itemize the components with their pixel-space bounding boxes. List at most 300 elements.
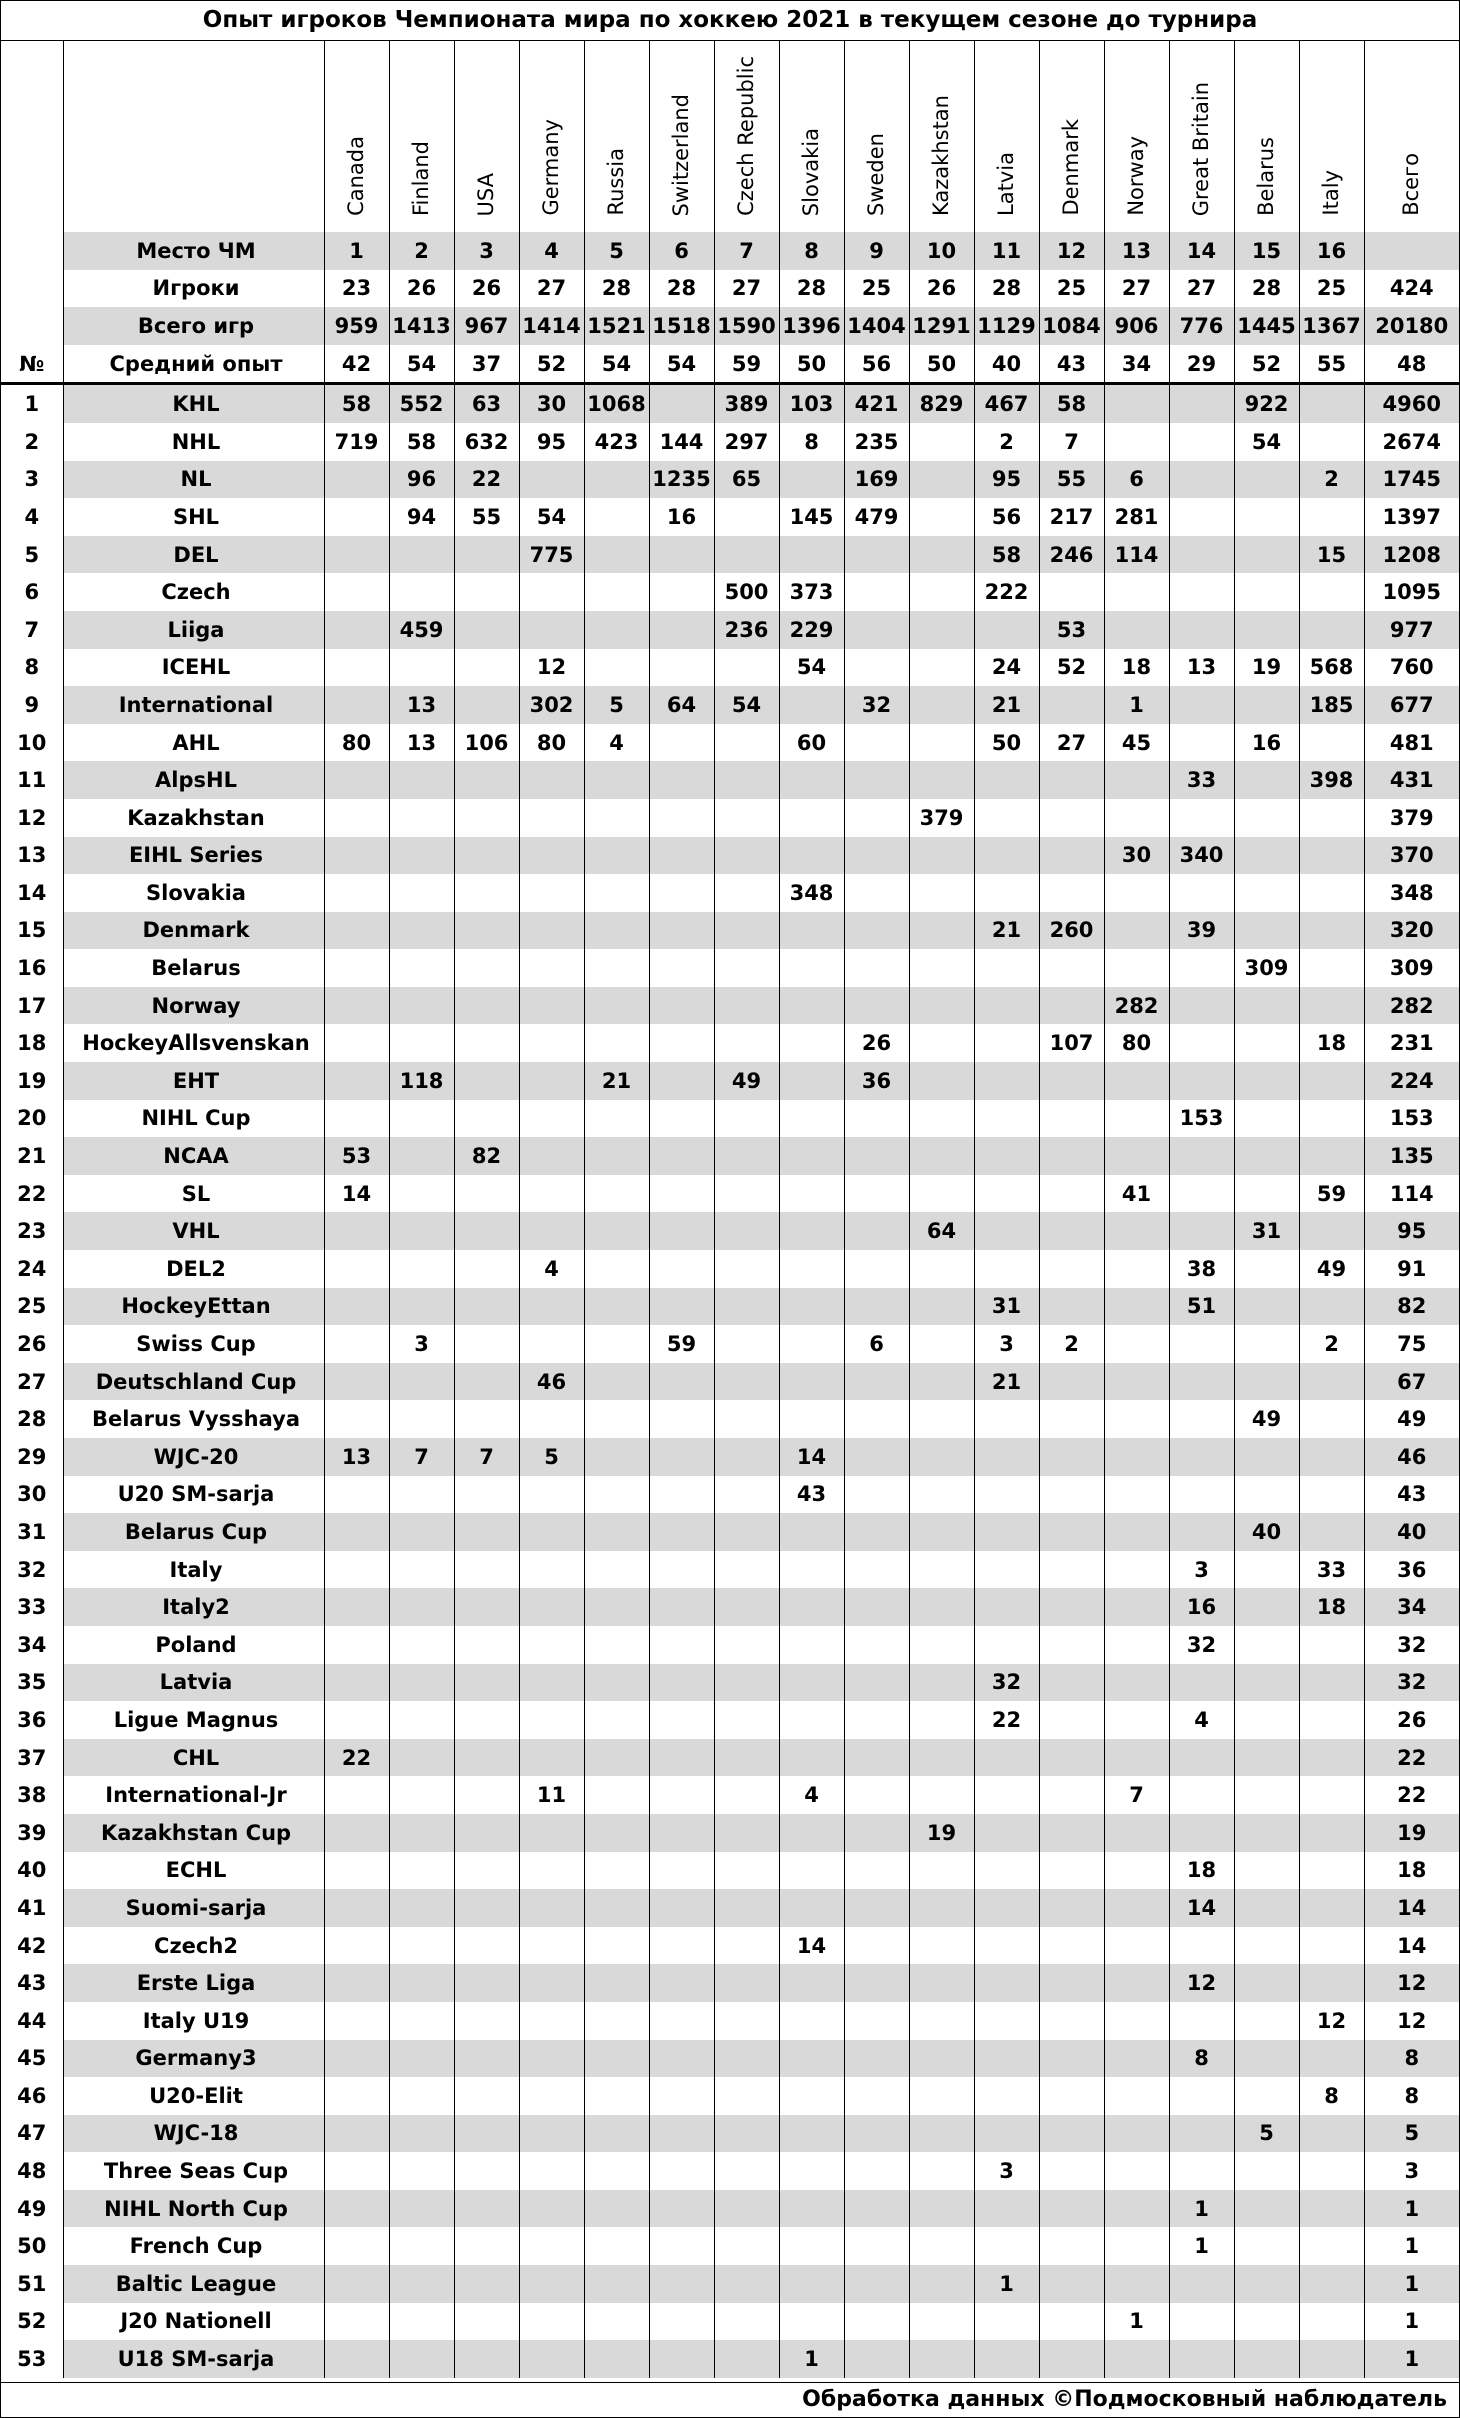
games-cell: 1235 [649, 461, 714, 499]
games-cell [649, 1551, 714, 1589]
league-name: Germany3 [63, 2040, 324, 2078]
games-cell: 7 [1039, 423, 1104, 461]
games-cell [714, 799, 779, 837]
games-cell [1039, 1701, 1104, 1739]
games-cell [389, 1814, 454, 1852]
games-cell [1104, 2040, 1169, 2078]
row-number: 8 [24, 655, 40, 680]
games-cell [844, 799, 909, 837]
games-cell [1039, 2227, 1104, 2265]
games-cell: 18 [1104, 649, 1169, 687]
games-cell: 32 [1397, 1632, 1427, 1657]
games-cell [324, 536, 389, 574]
summary-cell: 23 [324, 270, 389, 308]
summary-cell: 54 [389, 345, 454, 384]
games-cell [389, 1024, 454, 1062]
summary-cell: 26 [909, 270, 974, 308]
games-cell [1169, 1776, 1234, 1814]
row-number: 47 [1, 2115, 63, 2153]
games-cell [1039, 987, 1104, 1025]
games-cell [1039, 1100, 1104, 1138]
games-cell [649, 1664, 714, 1702]
games-cell [454, 2152, 519, 2190]
games-cell: 59 [1299, 1175, 1364, 1213]
games-cell [454, 2303, 519, 2341]
games-cell [714, 1438, 779, 1476]
games-cell [519, 1588, 584, 1626]
games-cell [584, 799, 649, 837]
column-header [519, 41, 584, 232]
row-number: 52 [17, 2309, 47, 2334]
row-number: 32 [17, 1557, 47, 1582]
games-cell [844, 761, 909, 799]
games-cell [519, 912, 584, 950]
league-name: NIHL North Cup [63, 2190, 324, 2228]
summary-label: Игроки [63, 270, 324, 308]
games-cell: 1 [1104, 686, 1169, 724]
summary-cell: 5 [584, 232, 649, 270]
games-cell [779, 1551, 844, 1589]
games-cell [844, 1288, 909, 1326]
games-cell [1039, 1513, 1104, 1551]
games-cell [584, 2303, 649, 2341]
games-cell: 302 [519, 686, 584, 724]
league-name: Kazakhstan Cup [63, 1814, 324, 1852]
games-cell [779, 1588, 844, 1626]
row-number: 26 [17, 1332, 47, 1357]
games-cell: 60 [779, 724, 844, 762]
games-cell [714, 1626, 779, 1664]
games-cell [454, 2265, 519, 2303]
games-cell: 1 [779, 2340, 844, 2378]
league-name: SL [63, 1175, 324, 1213]
games-cell: 31 [974, 1288, 1039, 1326]
row-number: 18 [17, 1031, 47, 1056]
games-cell: 52 [1039, 649, 1104, 687]
games-cell [649, 2077, 714, 2115]
games-cell [519, 2340, 584, 2378]
league-name: Belarus Vysshaya [63, 1400, 324, 1438]
games-cell [454, 2340, 519, 2378]
games-cell [649, 611, 714, 649]
column-header-label: USA [474, 172, 498, 216]
games-cell [714, 1288, 779, 1326]
games-cell [1234, 1476, 1299, 1514]
games-cell [324, 912, 389, 950]
games-cell [974, 1062, 1039, 1100]
summary-cell: 959 [324, 307, 389, 345]
games-cell [324, 649, 389, 687]
games-cell [909, 2152, 974, 2190]
column-header-label: Russia [604, 148, 628, 216]
games-cell: 95 [974, 461, 1039, 499]
footer-credit: Обработка данных ©Подмосковный наблюдатель [1, 2382, 1459, 2417]
games-cell [389, 799, 454, 837]
games-cell [974, 2002, 1039, 2040]
games-cell [909, 423, 974, 461]
games-cell [1299, 2152, 1364, 2190]
games-cell: 1397 [1382, 504, 1441, 529]
games-cell [454, 1175, 519, 1213]
games-cell: 21 [974, 1363, 1039, 1401]
games-cell [324, 611, 389, 649]
games-cell: 3 [1169, 1551, 1234, 1589]
games-cell: 760 [1389, 655, 1434, 680]
table-row [1, 1626, 1459, 1664]
league-name: International-Jr [63, 1776, 324, 1814]
table-row [1, 1476, 1459, 1514]
row-number: 53 [1, 2340, 63, 2378]
table-row [1, 1024, 1459, 1062]
games-cell [844, 649, 909, 687]
games-cell [779, 686, 844, 724]
num-header: № [1, 345, 63, 384]
games-cell [454, 1400, 519, 1438]
summary-cell: 967 [454, 307, 519, 345]
games-cell: 7 [1104, 1776, 1169, 1814]
games-cell: 8 [779, 423, 844, 461]
games-cell [714, 1212, 779, 1250]
games-cell: 22 [1397, 1783, 1427, 1808]
games-cell [1234, 1024, 1299, 1062]
league-name: DEL2 [63, 1250, 324, 1288]
games-cell [779, 1626, 844, 1664]
games-cell: 297 [714, 423, 779, 461]
games-cell [324, 1325, 389, 1363]
games-cell [1299, 874, 1364, 912]
games-cell [454, 2077, 519, 2115]
games-cell [779, 1062, 844, 1100]
games-cell: 13 [324, 1438, 389, 1476]
row-number: 40 [17, 1858, 47, 1883]
games-cell [1104, 874, 1169, 912]
games-cell [584, 987, 649, 1025]
summary-cell: 26 [454, 270, 519, 308]
games-cell [1299, 724, 1364, 762]
row-number: 11 [1, 761, 63, 799]
games-cell [714, 2303, 779, 2341]
games-cell [389, 649, 454, 687]
games-cell [1234, 837, 1299, 875]
games-cell [1169, 2303, 1234, 2341]
games-cell [389, 2115, 454, 2153]
row-number: 15 [1, 912, 63, 950]
games-cell [779, 2002, 844, 2040]
table-row [1, 912, 1459, 950]
games-cell [1039, 1626, 1104, 1664]
games-cell [1299, 2115, 1364, 2153]
league-name: Baltic League [63, 2265, 324, 2303]
games-cell [519, 1400, 584, 1438]
games-cell [974, 799, 1039, 837]
games-cell [649, 1400, 714, 1438]
games-cell [584, 1776, 649, 1814]
games-cell [1234, 611, 1299, 649]
games-cell [324, 2190, 389, 2228]
games-cell [1039, 2152, 1104, 2190]
games-cell: 18 [1169, 1852, 1234, 1890]
table-row [1, 649, 1459, 687]
games-cell [649, 1062, 714, 1100]
games-cell [909, 1551, 974, 1589]
table-row [1, 573, 1459, 611]
games-cell [1169, 1438, 1234, 1476]
games-cell [1169, 686, 1234, 724]
games-cell: 114 [1104, 536, 1169, 574]
games-cell [844, 2002, 909, 2040]
games-cell [1169, 573, 1234, 611]
games-cell [1169, 2077, 1234, 2115]
games-cell [909, 1438, 974, 1476]
league-name: Latvia [63, 1664, 324, 1702]
games-cell [779, 1288, 844, 1326]
games-cell: 103 [779, 384, 844, 423]
games-cell [1299, 1438, 1364, 1476]
games-cell: 39 [1169, 912, 1234, 950]
games-cell [779, 2190, 844, 2228]
games-cell [1234, 1776, 1299, 1814]
games-cell [584, 1964, 649, 2002]
games-cell [324, 1100, 389, 1138]
games-cell [519, 1701, 584, 1739]
games-cell: 107 [1039, 1024, 1104, 1062]
games-cell [519, 1664, 584, 1702]
column-header [1364, 41, 1459, 232]
games-cell [519, 1927, 584, 1965]
games-cell [909, 2190, 974, 2228]
games-cell: 19 [1234, 649, 1299, 687]
games-cell: 1 [974, 2265, 1039, 2303]
games-cell [844, 1363, 909, 1401]
summary-label: Всего игр [63, 307, 324, 345]
games-cell [844, 874, 909, 912]
row-number: 43 [1, 1964, 63, 2002]
games-cell [909, 1100, 974, 1138]
summary-cell: 11 [974, 232, 1039, 270]
games-cell [1039, 1175, 1104, 1213]
summary-cell: 27 [714, 270, 779, 308]
row-number: 41 [1, 1889, 63, 1927]
games-cell: 26 [1397, 1707, 1427, 1732]
games-cell [1039, 2002, 1104, 2040]
row-number: 27 [1, 1363, 63, 1401]
games-cell: 5 [519, 1438, 584, 1476]
row-number: 2 [24, 429, 40, 454]
games-cell [324, 949, 389, 987]
league-name: EHT [63, 1062, 324, 1100]
table-row [1, 2115, 1459, 2153]
games-cell [1299, 1889, 1364, 1927]
games-cell [974, 1400, 1039, 1438]
games-cell [844, 1852, 909, 1890]
games-cell [389, 1626, 454, 1664]
games-cell [649, 1889, 714, 1927]
games-cell [714, 912, 779, 950]
games-cell: 40 [1364, 1513, 1459, 1551]
games-cell [389, 1137, 454, 1175]
games-cell [519, 611, 584, 649]
games-cell [649, 724, 714, 762]
table-row [1, 423, 1459, 461]
games-cell [909, 1137, 974, 1175]
games-cell [454, 1889, 519, 1927]
row-number: 23 [1, 1212, 63, 1250]
games-cell [1169, 1175, 1234, 1213]
games-cell [389, 1964, 454, 2002]
summary-cell: 13 [1104, 232, 1169, 270]
games-cell [714, 1588, 779, 1626]
games-cell [1299, 384, 1364, 423]
games-cell [974, 1739, 1039, 1777]
games-cell [584, 1250, 649, 1288]
games-cell [779, 837, 844, 875]
games-cell: 348 [1389, 880, 1434, 905]
games-cell [519, 1175, 584, 1213]
games-cell [519, 1626, 584, 1664]
row-number: 12 [17, 805, 47, 830]
games-cell [1104, 1438, 1169, 1476]
games-cell [844, 724, 909, 762]
games-cell [519, 2040, 584, 2078]
games-cell: 95 [1364, 1212, 1459, 1250]
games-cell [389, 2077, 454, 2115]
games-cell [324, 1062, 389, 1100]
games-cell [584, 1137, 649, 1175]
column-header [324, 41, 389, 232]
games-cell [1104, 1137, 1169, 1175]
games-cell [324, 1889, 389, 1927]
games-cell [844, 573, 909, 611]
games-cell: 41 [1104, 1175, 1169, 1213]
summary-cell: 52 [519, 345, 584, 384]
games-cell: 13 [1169, 649, 1234, 687]
games-cell: 15 [1299, 536, 1364, 574]
games-cell [1039, 686, 1104, 724]
games-cell [974, 1814, 1039, 1852]
games-cell: 4960 [1364, 384, 1459, 423]
games-cell: 80 [324, 724, 389, 762]
table-row [1, 1288, 1459, 1326]
games-cell [584, 2227, 649, 2265]
games-cell [324, 2115, 389, 2153]
summary-cell: 52 [1234, 345, 1299, 384]
games-cell [519, 2002, 584, 2040]
games-cell [909, 2115, 974, 2153]
games-cell [1299, 498, 1364, 536]
games-cell [974, 874, 1039, 912]
games-cell [714, 2040, 779, 2078]
games-cell [389, 1852, 454, 1890]
games-cell [584, 1814, 649, 1852]
games-cell [584, 1701, 649, 1739]
games-cell [324, 2227, 389, 2265]
games-cell: 281 [1104, 498, 1169, 536]
games-cell [1299, 2190, 1364, 2228]
games-cell: 19 [909, 1814, 974, 1852]
column-header-label: Slovakia [799, 127, 823, 216]
games-cell: 58 [974, 536, 1039, 574]
row-number: 14 [17, 880, 47, 905]
table-row [1, 536, 1459, 574]
games-cell [584, 1588, 649, 1626]
league-name: Swiss Cup [63, 1325, 324, 1363]
games-cell [909, 2227, 974, 2265]
league-name: Kazakhstan [63, 799, 324, 837]
games-cell [454, 1739, 519, 1777]
row-number: 5 [1, 536, 63, 574]
games-cell [1234, 573, 1299, 611]
games-cell [649, 1513, 714, 1551]
games-cell [324, 498, 389, 536]
games-cell: 379 [909, 799, 974, 837]
games-cell [779, 1701, 844, 1739]
games-cell [974, 949, 1039, 987]
games-cell [779, 1739, 844, 1777]
games-cell [584, 761, 649, 799]
games-cell [1104, 1814, 1169, 1852]
games-cell: 54 [1234, 423, 1299, 461]
games-cell [1299, 423, 1364, 461]
games-cell [844, 1588, 909, 1626]
games-cell [974, 1626, 1039, 1664]
games-cell [649, 1024, 714, 1062]
games-cell [454, 1551, 519, 1589]
column-header-label: Canada [344, 136, 368, 216]
games-cell [1104, 1889, 1169, 1927]
games-cell [714, 2002, 779, 2040]
games-cell [1234, 1739, 1299, 1777]
games-cell [584, 1551, 649, 1589]
games-cell [519, 1476, 584, 1514]
summary-cell: 42 [324, 345, 389, 384]
games-cell [1234, 461, 1299, 499]
games-cell [974, 611, 1039, 649]
summary-cell: 1396 [779, 307, 844, 345]
league-name: International [63, 686, 324, 724]
games-cell [1234, 2303, 1299, 2341]
games-cell [389, 1889, 454, 1927]
games-cell [324, 2077, 389, 2115]
summary-cell: 34 [1104, 345, 1169, 384]
games-cell [1104, 2152, 1169, 2190]
league-name: Deutschland Cup [63, 1363, 324, 1401]
summary-cell: 25 [1039, 270, 1104, 308]
games-cell [584, 2340, 649, 2378]
games-cell [324, 1701, 389, 1739]
games-cell [1039, 1964, 1104, 2002]
games-cell [1299, 837, 1364, 875]
games-cell [1299, 1363, 1364, 1401]
summary-row [1, 307, 1459, 345]
games-cell [389, 2340, 454, 2378]
league-name: KHL [63, 384, 324, 423]
games-cell [714, 2190, 779, 2228]
summary-cell: 54 [584, 345, 649, 384]
games-cell: 18 [1299, 1024, 1364, 1062]
league-name: AHL [63, 724, 324, 762]
games-cell [519, 1212, 584, 1250]
games-cell: 246 [1039, 536, 1104, 574]
games-cell [454, 1325, 519, 1363]
games-cell [1039, 2040, 1104, 2078]
games-cell [974, 1476, 1039, 1514]
games-cell [1234, 2040, 1299, 2078]
games-cell [454, 1852, 519, 1890]
games-cell: 4 [779, 1776, 844, 1814]
games-cell [714, 1664, 779, 1702]
games-cell [714, 498, 779, 536]
games-cell [714, 724, 779, 762]
